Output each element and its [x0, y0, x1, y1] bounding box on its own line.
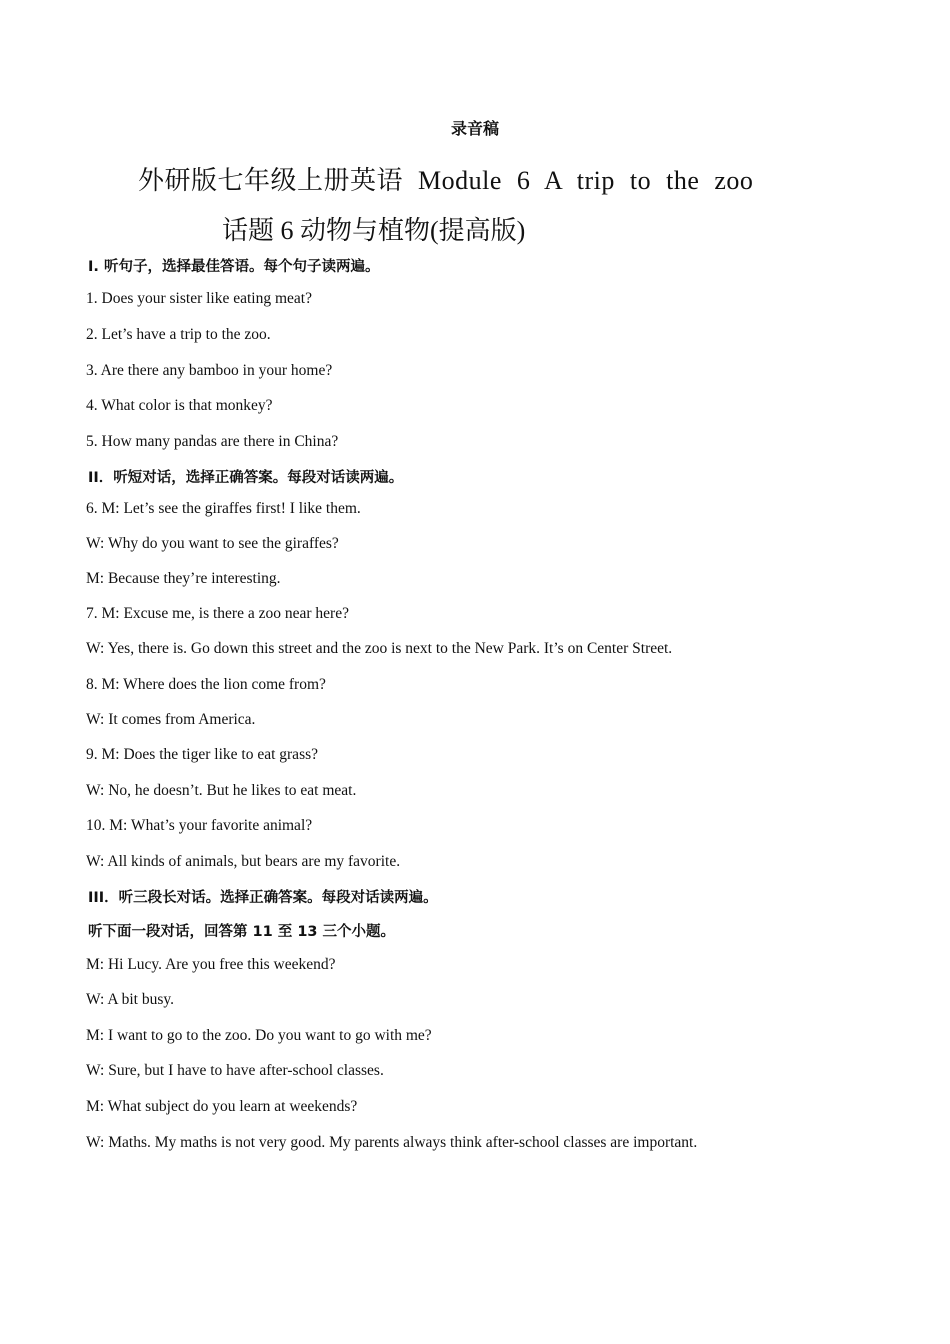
- s2-line: W: Why do you want to see the giraffes?: [86, 535, 339, 552]
- s3-line: M: What subject do you learn at weekends?: [86, 1098, 358, 1115]
- section-2-heading: II．听短对话，选择正确答案。每段对话读两遍。: [88, 470, 404, 486]
- s3-line: W: A bit busy.: [86, 991, 174, 1008]
- s1-line: 4. What color is that monkey?: [86, 397, 273, 414]
- s2-line: 7. M: Excuse me, is there a zoo near here?: [86, 605, 349, 622]
- s3-line: M: I want to go to the zoo. Do you want to go with me?: [86, 1027, 432, 1044]
- s3-line: W: Sure, but I have to have after-school classes.: [86, 1062, 384, 1079]
- title-line-2: 话题 6 动物与植物(提高版): [222, 216, 526, 245]
- s1-line: 2. Let’s have a trip to the zoo.: [86, 326, 271, 343]
- doc-label: 录音稿: [450, 119, 499, 138]
- section-1-heading: Ⅰ. 听句子，选择最佳答语。每个句子读两遍。: [88, 259, 380, 275]
- section-3-heading: III．听三段长对话。选择正确答案。每段对话读两遍。: [88, 890, 438, 906]
- s2-line: 6. M: Let’s see the giraffes first! I like them.: [86, 500, 361, 517]
- s2-line: 10. M: What’s your favorite animal?: [86, 817, 313, 834]
- s1-line: 5. How many pandas are there in China?: [86, 433, 339, 450]
- s3-line: W: Maths. My maths is not very good. My parents always think after-school classes are important.: [86, 1134, 698, 1151]
- s2-line: W: Yes, there is. Go down this street and the zoo is next to the New Park. It’s on Center Street.: [86, 640, 673, 657]
- s1-line: 1. Does your sister like eating meat?: [86, 290, 312, 307]
- section-3-subheading: 听下面一段对话，回答第 11 至 13 三个小题。: [88, 924, 396, 940]
- s1-line: 3. Are there any bamboo in your home?: [86, 362, 333, 379]
- s2-line: W: It comes from America.: [86, 711, 256, 728]
- s2-line: 8. M: Where does the lion come from?: [86, 676, 326, 693]
- s3-line: M: Hi Lucy. Are you free this weekend?: [86, 956, 336, 973]
- s2-line: W: All kinds of animals, but bears are my favorite.: [86, 853, 401, 870]
- s2-line: W: No, he doesn’t. But he likes to eat meat.: [86, 782, 357, 799]
- title-line-1: 外研版七年级上册英语 Module 6 A trip to the zoo: [138, 166, 754, 195]
- s2-line: 9. M: Does the tiger like to eat grass?: [86, 746, 319, 763]
- s2-line: M: Because they’re interesting.: [86, 570, 281, 587]
